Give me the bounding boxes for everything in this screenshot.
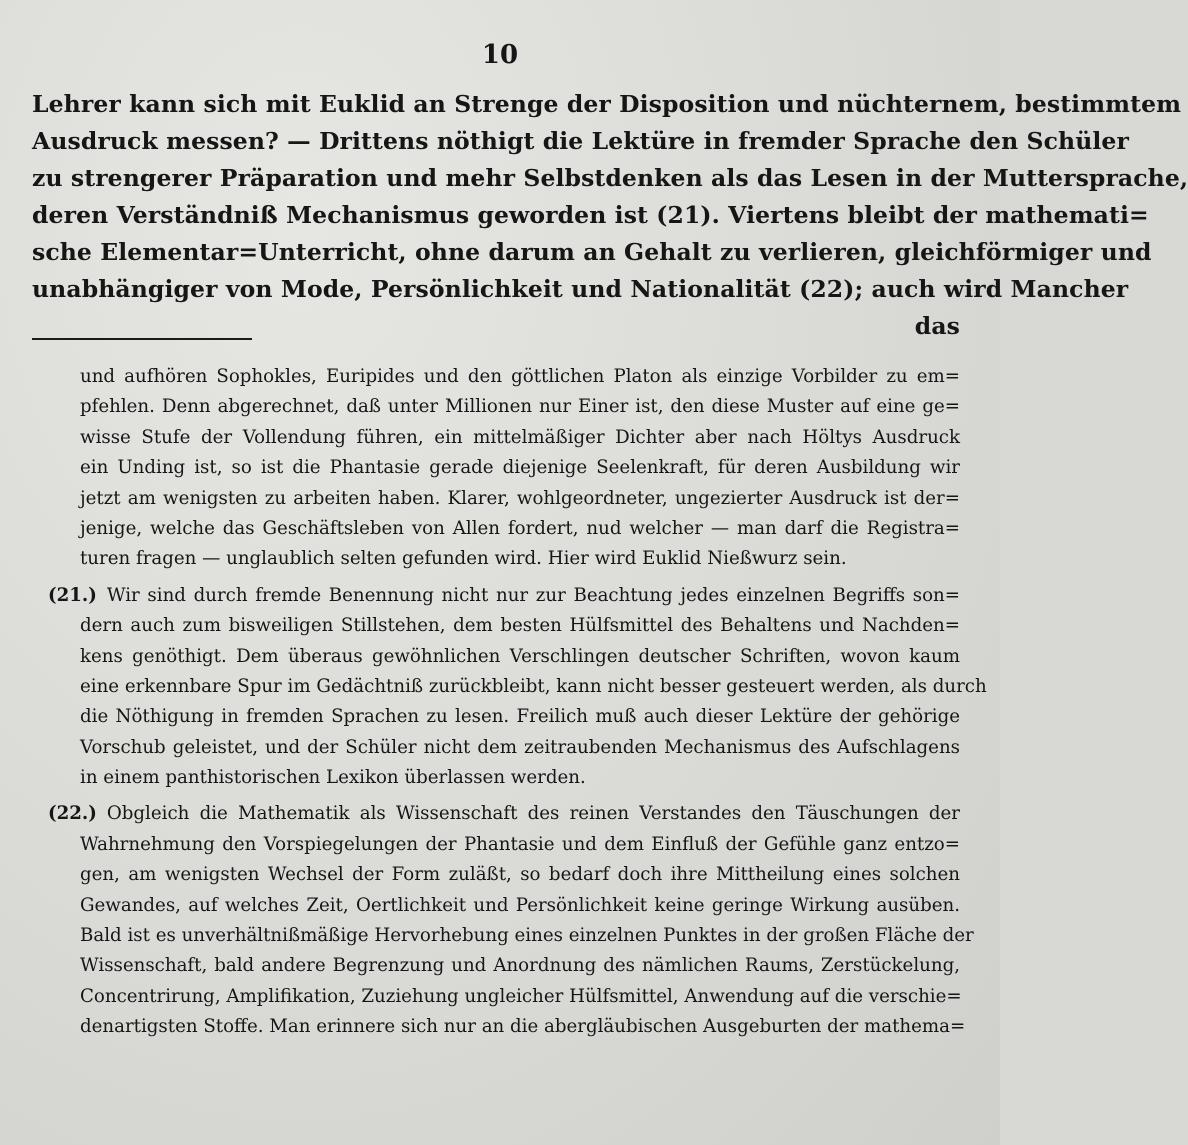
footnote-line-text: Wir sind durch fremde Benennung nicht nur zur Beachtung jedes einzelnen Begriffs son=: [106, 584, 960, 606]
footnote-marker: (21.): [48, 584, 97, 606]
footnote-line: Wahrnehmung den Vorspiegelungen der Phantasie und dem Einfluß der Gefühle ganz entzo=: [80, 833, 960, 855]
footnote-line: wisse Stufe der Vollendung führen, ein mittelmäßiger Dichter aber nach Höltys Ausdruck: [80, 426, 960, 448]
footnote-line: pfehlen. Denn abgerechnet, daß unter Millionen nur Einer ist, den diese Muster auf eine ge=: [80, 396, 960, 418]
footnotes-block: [32, 362, 987, 1043]
footnote-line: kens genöthigt. Dem überaus gewöhnlichen Verschlingen deutscher Schriften, wovon kaum: [80, 645, 960, 667]
footnote-marker: (22.): [48, 803, 97, 825]
footnote-first-line: [32, 799, 960, 829]
main-text-line: sche Elementar=Unterricht, ohne darum an Gehalt zu verlieren, gleichförmiger und: [32, 238, 1152, 266]
footnote-line: Wissenschaft, bald andere Begrenzung und Anordnung des nämlichen Raums, Zerstückelung,: [80, 955, 960, 977]
footnote-line: Gewandes, auf welches Zeit, Oertlichkeit und Persönlichkeit keine geringe Wirkung ausüben.: [80, 894, 960, 916]
footnote-line: denartigsten Stoffe. Man erinnere sich nur an die abergläubischen Ausgeburten der mathema=: [80, 1016, 966, 1038]
footnote-line: und aufhören Sophokles, Euripides und den göttlichen Platon als einzige Vorbilder zu em=: [80, 366, 960, 387]
footnote-line: ein Unding ist, so ist die Phantasie gerade diejenige Seelenkraft, für deren Ausbildung wir: [80, 457, 960, 479]
footnote-first-line: [32, 581, 960, 611]
main-text-line: unabhängiger von Mode, Persönlichkeit und Nationalität (22); auch wird Mancher: [32, 275, 1129, 303]
main-text-line: deren Verständniß Mechanismus geworden ist (21). Viertens bleibt der mathemati=: [32, 201, 1149, 229]
page-number: 10: [481, 40, 519, 70]
footnote-line: jetzt am wenigsten zu arbeiten haben. Klarer, wohlgeordneter, ungezierter Ausdruck ist der=: [80, 487, 960, 509]
footnote-line: in einem panthistorischen Lexikon überlassen werden.: [80, 767, 586, 789]
footnote-22: [32, 799, 974, 1042]
footnote-line: turen fragen — unglaublich selten gefunden wird. Hier wird Euklid Nießwurz sein.: [80, 548, 847, 570]
footnote-line: jenige, welche das Geschäftsleben von Allen fordert, nud welcher — man darf die Registra=: [80, 517, 960, 539]
footnote-line: Concentrirung, Amplifikation, Zuziehung ungleicher Hülfsmittel, Anwendung auf die verschie=: [80, 985, 962, 1007]
footnote-line: Bald ist es unverhältnißmäßige Hervorhebung eines einzelnen Punktes in der großen Fläche der: [80, 925, 974, 947]
footnote-separator-rule: [32, 338, 252, 340]
footnote-line: gen, am wenigsten Wechsel der Form zuläßt, so bedarf doch ihre Mittheilung eines solchen: [80, 864, 960, 886]
footnote-line-text: Obgleich die Mathematik als Wissenschaft des reinen Verstandes den Täuschungen der: [106, 803, 960, 825]
footnote-line: die Nöthigung in fremden Sprachen zu lesen. Freilich muß auch dieser Lektüre der gehörige: [80, 706, 960, 728]
footnote-continued: [32, 362, 960, 575]
footnote-21: [32, 581, 987, 794]
main-text-block: [32, 86, 1188, 345]
main-text-line: Ausdruck messen? — Drittens nöthigt die Lektüre in fremder Sprache den Schüler: [32, 127, 1129, 155]
main-text-line: Lehrer kann sich mit Euklid an Strenge der Disposition und nüchternem, bestimmtem: [32, 90, 1182, 118]
catchword: das: [914, 312, 960, 340]
footnote-line: dern auch zum bisweiligen Stillstehen, dem besten Hülfsmittel des Behaltens und Nachden=: [80, 615, 960, 637]
footnote-line: eine erkennbare Spur im Gedächtniß zurückbleibt, kann nicht besser gesteuert werden, als durch: [80, 675, 987, 697]
footnote-line: Vorschub geleistet, und der Schüler nicht dem zeitraubenden Mechanismus des Aufschlagens: [80, 736, 960, 758]
main-text-line: zu strengerer Präparation und mehr Selbstdenken als das Lesen in der Muttersprache,: [32, 164, 1188, 192]
